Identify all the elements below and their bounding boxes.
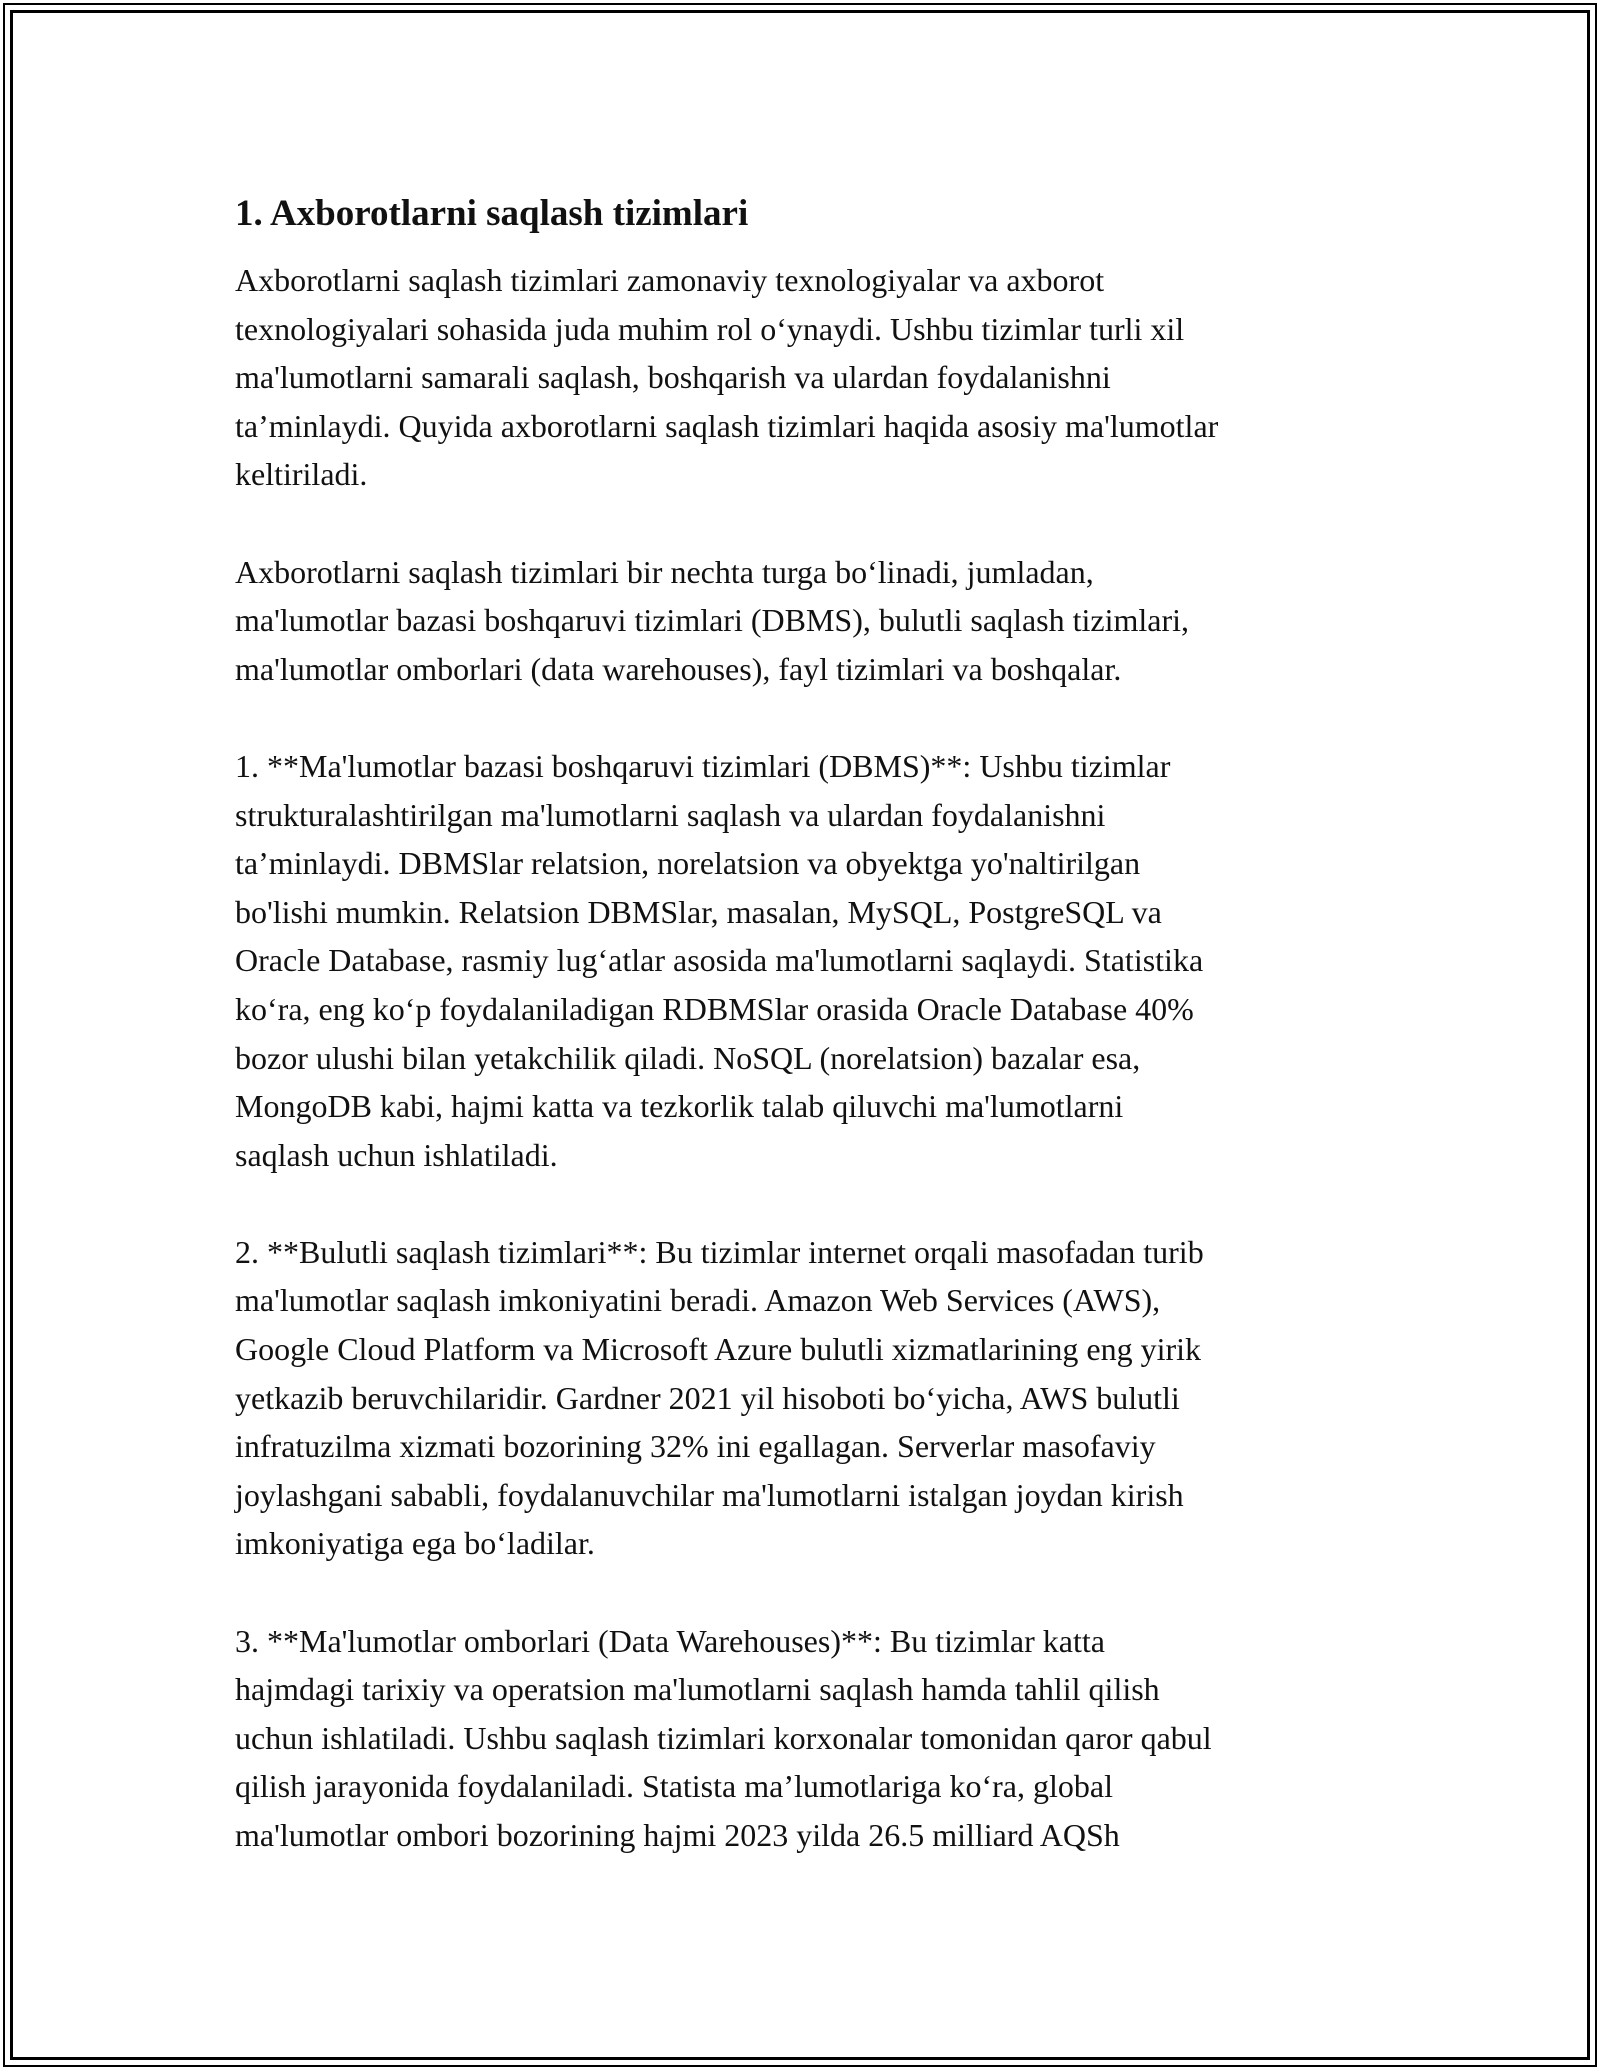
- paragraph-warehouses: [235, 1617, 1385, 1860]
- text-line: 1. **Ma'lumotlar bazasi boshqaruvi tizimlari (DBMS)**: Ushbu tizimlar: [235, 747, 1171, 784]
- text-line: bozor ulushi bilan yetakchilik qiladi. NoSQL (norelatsion) bazalar esa,: [235, 1039, 1141, 1076]
- text-line: yetkazib beruvchilaridir. Gardner 2021 yil hisoboti boʻyicha, AWS bulutli: [235, 1379, 1180, 1416]
- text-line: hajmdagi tarixiy va operatsion ma'lumotlarni saqlash hamda tahlil qilish: [235, 1671, 1160, 1708]
- text-line: taʼminlaydi. Quyida axborotlarni saqlash tizimlari haqida asosiy ma'lumotlar: [235, 407, 1219, 444]
- text-line: ma'lumotlar ombori bozorining hajmi 2023 yilda 26.5 milliard AQSh: [235, 1817, 1120, 1853]
- text-line: taʼminlaydi. DBMSlar relatsion, norelatsion va obyektga yo'naltirilgan: [235, 845, 1141, 882]
- text-line: 2. **Bulutli saqlash tizimlari**: Bu tizimlar internet orqali masofadan turib: [235, 1233, 1204, 1270]
- text-line: koʻra, eng koʻp foydalaniladigan RDBMSlar orasida Oracle Database 40%: [235, 990, 1194, 1027]
- text-line: ma'lumotlar bazasi boshqaruvi tizimlari (DBMS), bulutli saqlash tizimlari,: [235, 602, 1190, 639]
- paragraph-cloud: [235, 1228, 1385, 1568]
- text-line: MongoDB kabi, hajmi katta va tezkorlik talab qiluvchi ma'lumotlarni: [235, 1088, 1124, 1125]
- text-line: imkoniyatiga ega boʻladilar.: [235, 1525, 595, 1562]
- text-line: qilish jarayonida foydalaniladi. Statista maʼlumotlariga koʻra, global: [235, 1768, 1113, 1805]
- text-line: texnologiyalari sohasida juda muhim rol oʻynaydi. Ushbu tizimlar turli xil: [235, 310, 1185, 347]
- text-line: strukturalashtirilgan ma'lumotlarni saqlash va ulardan foydalanishni: [235, 796, 1106, 833]
- text-line: Axborotlarni saqlash tizimlari bir nechta turga boʻlinadi, jumladan,: [235, 553, 1094, 590]
- text-line: 3. **Ma'lumotlar omborlari (Data Warehouses)**: Bu tizimlar katta: [235, 1622, 1105, 1659]
- text-line: Axborotlarni saqlash tizimlari zamonaviy texnologiyalar va axborot: [235, 262, 1105, 298]
- text-line: uchun ishlatiladi. Ushbu saqlash tizimlari korxonalar tomonidan qaror qabul: [235, 1719, 1212, 1756]
- text-line: Google Cloud Platform va Microsoft Azure bulutli xizmatlarining eng yirik: [235, 1331, 1202, 1368]
- text-line: joylashgani sababli, foydalanuvchilar ma'lumotlarni istalgan joydan kirish: [235, 1476, 1184, 1513]
- text-line: keltiriladi.: [235, 456, 368, 493]
- paragraph-intro: [235, 256, 1385, 499]
- text-line: ma'lumotlar saqlash imkoniyatini beradi. Amazon Web Services (AWS),: [235, 1282, 1161, 1319]
- paragraph-dbms: [235, 742, 1385, 1179]
- text-line: saqlash uchun ishlatiladi.: [235, 1136, 558, 1173]
- paragraph-types: [235, 548, 1385, 694]
- text-line: bo'lishi mumkin. Relatsion DBMSlar, masalan, MySQL, PostgreSQL va: [235, 893, 1162, 930]
- text-line: Oracle Database, rasmiy lugʻatlar asosida ma'lumotlarni saqlaydi. Statistika: [235, 942, 1204, 979]
- text-line: ma'lumotlarni samarali saqlash, boshqarish va ulardan foydalanishni: [235, 359, 1111, 396]
- document-body: [235, 188, 1385, 1860]
- text-line: infratuzilma xizmati bozorining 32% ini egallagan. Serverlar masofaviy: [235, 1428, 1156, 1465]
- section-heading: 1. Axborotlarni saqlash tizimlari: [235, 193, 749, 234]
- text-line: ma'lumotlar omborlari (data warehouses), fayl tizimlari va boshqalar.: [235, 650, 1122, 687]
